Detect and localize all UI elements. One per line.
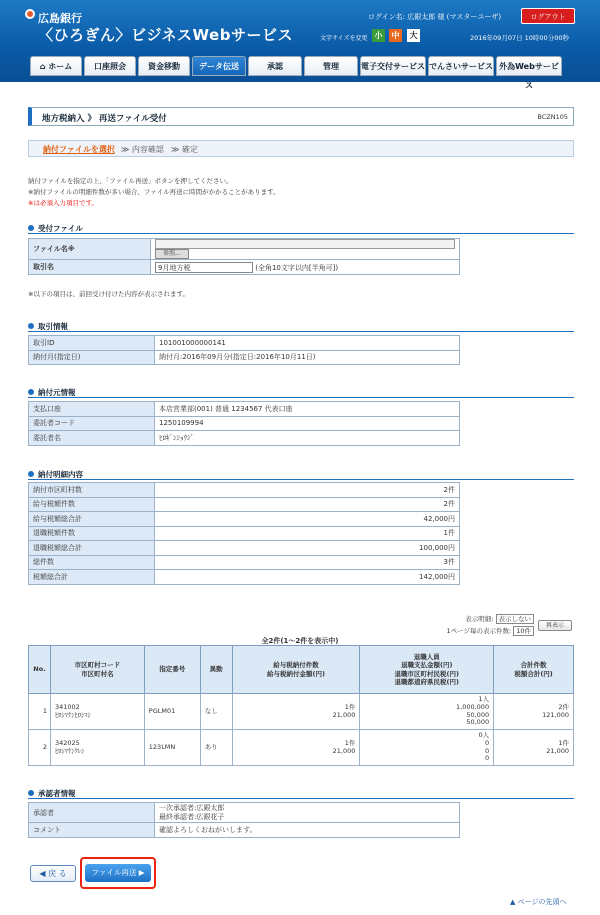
- cell-retire: 1人 1,000,000 50,000 50,000: [360, 694, 494, 730]
- step-indicator: [28, 140, 574, 157]
- cell-city: 342025 ﾋﾛｼﾏｹﾝｸﾚｼ: [50, 730, 144, 766]
- col-no: No.: [29, 646, 51, 694]
- cell-city: 341002 ﾋﾛｼﾏｹﾝﾋﾛｼﾏｼ: [50, 694, 144, 730]
- tab-approval[interactable]: 承認: [248, 56, 302, 76]
- warning-note: ※納付ファイルの明細件数が多い場合、ファイル再送に時間がかかることがあります。: [28, 188, 280, 196]
- col-salary: 給与税納付件数 給与税納付金額(円): [232, 646, 360, 694]
- page-title-box: [28, 107, 574, 126]
- section-divider: [28, 397, 574, 398]
- back-button[interactable]: ◀ 戻 る: [30, 865, 76, 882]
- payer-table: [28, 401, 460, 446]
- section-divider: [28, 233, 574, 234]
- detail-table: [28, 645, 574, 766]
- summary-label: 退職税額件数: [29, 526, 155, 541]
- section-divider: [28, 331, 574, 332]
- header: [0, 0, 600, 90]
- comment-label: コメント: [29, 823, 155, 838]
- tab-admin[interactable]: 管理: [304, 56, 358, 76]
- font-size-mid-button[interactable]: 中: [389, 29, 402, 42]
- trade-id-label: 取引ID: [29, 336, 155, 351]
- col-city: 市区町村コード 市区町村名: [50, 646, 144, 694]
- cell-no: 1: [29, 694, 51, 730]
- page-top-link[interactable]: ▲ ページの先頭へ: [510, 898, 567, 906]
- per-page-select[interactable]: 10件: [513, 626, 534, 636]
- main-nav: [30, 56, 562, 90]
- bank-name: 広島銀行: [38, 12, 82, 25]
- show-detail-label: 表示明細:: [465, 615, 494, 623]
- col-total: 合計件数 税額合計(円): [494, 646, 574, 694]
- file-input[interactable]: [155, 239, 455, 249]
- tab-account[interactable]: 口座照会: [84, 56, 136, 76]
- login-info: ログイン名: 広銀太郎 様 (マスターユーザ): [368, 13, 502, 21]
- section-payer-title: 納付元情報: [28, 387, 76, 398]
- approver-table: [28, 802, 460, 838]
- cell-no: 2: [29, 730, 51, 766]
- font-size-small-button[interactable]: 小: [372, 29, 385, 42]
- summary-label: 給与税額総合計: [29, 512, 155, 527]
- step-complete: ≫ 確定: [171, 145, 198, 154]
- cell-change: あり: [200, 730, 232, 766]
- result-count: 全2件(1〜2件を表示中): [261, 637, 339, 645]
- summary-value: 2件: [155, 483, 460, 498]
- summary-value: 42,000円: [155, 512, 460, 527]
- list-controls: [420, 614, 534, 636]
- tab-densai[interactable]: でんさいサービス: [428, 56, 494, 76]
- table-row: [29, 730, 574, 766]
- screen-code: BCZN105: [537, 113, 568, 121]
- instruction: 納付ファイルを指定の上、「ファイル再送」ボタンを押してください。: [28, 177, 233, 185]
- section-approver-title: 承認者情報: [28, 788, 76, 799]
- tab-edelivery[interactable]: 電子交付サービス: [360, 56, 426, 76]
- summary-label: 納付市区町村数: [29, 483, 155, 498]
- tab-forex[interactable]: 外為Webサービス: [496, 56, 562, 76]
- detail-summary-table: [28, 482, 460, 585]
- show-detail-select[interactable]: 表示しない: [496, 614, 535, 624]
- trade-name-input[interactable]: 9月地方税: [155, 262, 253, 273]
- col-retire: 退職人員 退職支払金額(円) 退職市区町村民税(円) 退職都道府県民税(円): [360, 646, 494, 694]
- font-size-label: 文字サイズを変更: [320, 35, 368, 42]
- section-upload-title: 受付ファイル: [28, 223, 83, 234]
- col-change: 異動: [200, 646, 232, 694]
- required-note: ※は必須入力項目です。: [28, 199, 98, 207]
- cell-number: PGLM01: [144, 694, 200, 730]
- cell-number: 123LMN: [144, 730, 200, 766]
- cell-retire: 0人 0 0 0: [360, 730, 494, 766]
- cell-salary: 1件 21,000: [232, 694, 360, 730]
- upload-form: [28, 238, 460, 275]
- account-value: 本店営業部(001) 普通 1234567 代表口座: [155, 402, 460, 417]
- section-divider: [28, 798, 574, 799]
- pay-month-value: 納付月:2016年09月分(指定日:2016年10月11日): [155, 350, 460, 365]
- cell-total: 2件 121,000: [494, 694, 574, 730]
- col-number: 指定番号: [144, 646, 200, 694]
- file-name-label: ファイル名※: [29, 239, 151, 260]
- summary-label: 総件数: [29, 555, 155, 570]
- tab-home[interactable]: ⌂ ホーム: [30, 56, 82, 76]
- table-row: [29, 694, 574, 730]
- consignor-code-label: 委託者コード: [29, 416, 155, 431]
- account-label: 支払口座: [29, 402, 155, 417]
- redisplay-button[interactable]: 再表示: [538, 620, 572, 631]
- logout-button[interactable]: ログアウト: [521, 8, 575, 24]
- prev-note: ※以下の項目は、前回受け付けた内容が表示されます。: [28, 290, 189, 298]
- summary-label: 給与税額件数: [29, 497, 155, 512]
- bank-logo-icon: [25, 9, 35, 19]
- trade-id-value: 101001000000141: [155, 336, 460, 351]
- summary-value: 2件: [155, 497, 460, 512]
- pay-month-label: 納付月(指定日): [29, 350, 155, 365]
- consignor-name-label: 委託者名: [29, 431, 155, 446]
- approver-label: 承認者: [29, 803, 155, 823]
- resend-file-button[interactable]: ファイル再送 ▶: [85, 864, 151, 882]
- summary-value: 3件: [155, 555, 460, 570]
- per-page-label: 1ページ毎の表示件数:: [446, 627, 512, 635]
- trade-name-label: 取引名: [29, 260, 151, 275]
- cell-salary: 1件 21,000: [232, 730, 360, 766]
- section-detail-title: 納付明細内容: [28, 469, 83, 480]
- summary-value: 142,000円: [155, 570, 460, 585]
- consignor-code-value: 1250109994: [155, 416, 460, 431]
- trade-table: [28, 335, 460, 365]
- page-title: 地方税納入 》 再送ファイル受付: [42, 114, 167, 124]
- tab-transfer[interactable]: 資金移動: [138, 56, 190, 76]
- datetime: 2016年09月07日 10時00分00秒: [470, 34, 569, 42]
- step-current: 納付ファイルを選択: [43, 145, 115, 154]
- comment-value: 確認よろしくおねがいします。: [155, 823, 460, 838]
- approver-value: 一次承認者:広銀太郎 最終承認者:広銀花子: [155, 803, 460, 823]
- service-name: 〈ひろぎん〉ビジネスWebサービス: [38, 26, 293, 44]
- summary-label: 税額総合計: [29, 570, 155, 585]
- summary-value: 1件: [155, 526, 460, 541]
- trade-name-cell: [151, 260, 460, 275]
- per-page-row: [420, 626, 534, 636]
- summary-value: 100,000円: [155, 541, 460, 556]
- trade-name-hint: (全角10文字以内[半角可]): [255, 263, 339, 272]
- browse-button[interactable]: 参照...: [155, 249, 189, 259]
- font-size-large-button[interactable]: 大: [407, 29, 420, 42]
- consignor-name-value: ﾋﾛｷﾞﾝｼｮｳｼﾞ: [155, 431, 460, 446]
- tab-data[interactable]: データ伝送: [192, 56, 246, 76]
- show-detail-row: [420, 614, 534, 624]
- file-input-cell: [151, 239, 460, 260]
- section-divider: [28, 479, 574, 480]
- step-confirm: ≫ 内容確認: [121, 145, 164, 154]
- cell-total: 1件 21,000: [494, 730, 574, 766]
- cell-change: なし: [200, 694, 232, 730]
- section-trade-title: 取引情報: [28, 321, 68, 332]
- summary-label: 退職税額総合計: [29, 541, 155, 556]
